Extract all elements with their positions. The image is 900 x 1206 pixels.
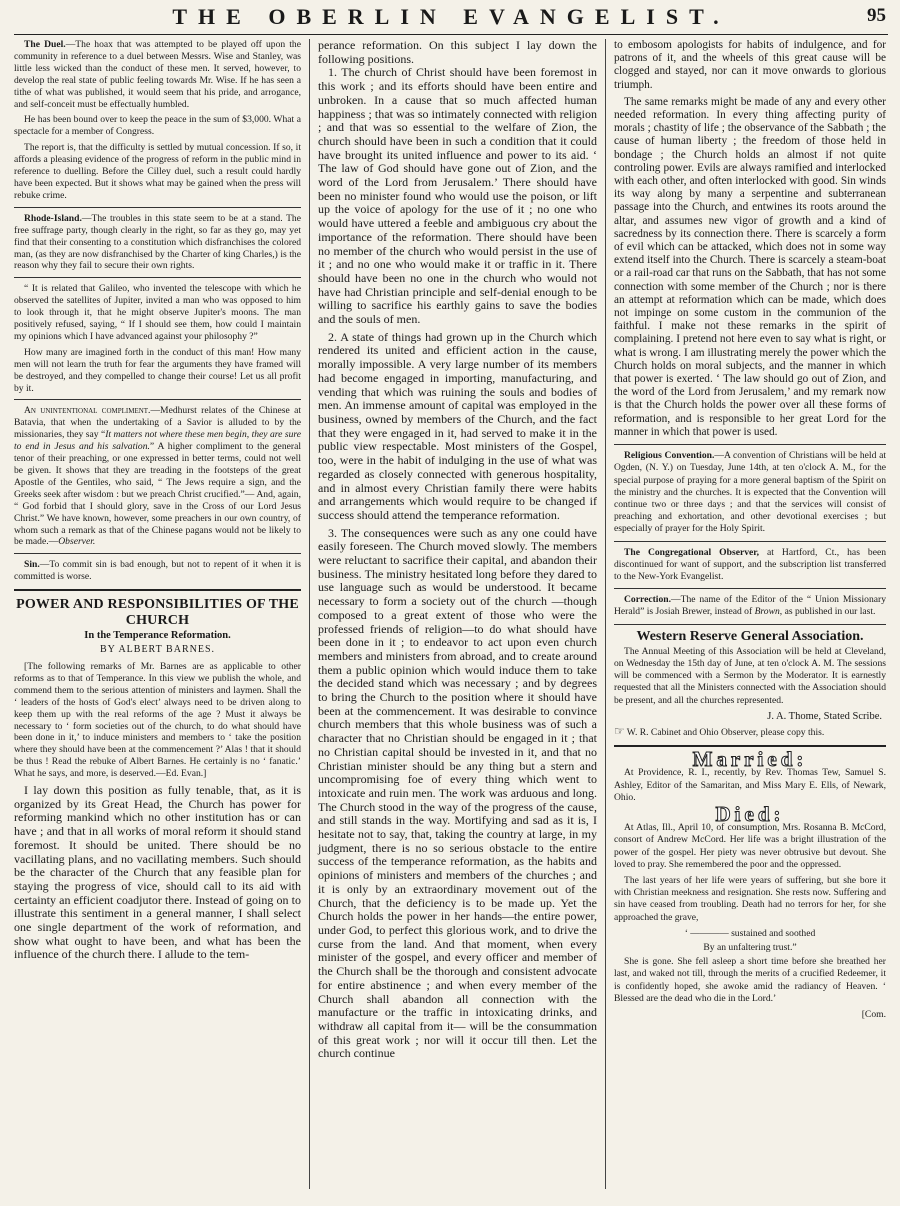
divider	[14, 553, 301, 554]
article-body-start: I lay down this position as fully tenable, that, as it is organized by its Great Head, the Church has power for reforming mankind which no other institution has or can have ; and that in all works of moral reform it should stand foremost. It should be united. There should be no vacillating plans, and no vacillating members. Such should be the character of the Church that any feasible plan for staying the progress of vice, should call to its aid with certainty an efficient coadjutor there. Instead of going on to illustrate this sentiment in a general manner, I shall select one single department of the work of reformation, and show what ought to have been, and what has been the influence of the church there. I allude to the tem-	[14, 783, 301, 962]
convention-notice	[614, 450, 886, 535]
article-closing-paragraph: The same remarks might be made of any and every other needed reformation. In every thing affecting purity of morals ; chastity of life ; the observance of the Sabbath ; the cause of human liberty ; the freedom of those held in bondage ; the Church holds an almost if not quite controling power. Evils are always ramified and interlocked with each other, and often interlocked with good. Sin winds its way along by many a serpentine and subterranean passage into the Church, and entwines its roots around the altar, and assumes new vigor of growth and a kind of sacredness by its connection there. There is scarcely a form of evil which can be attacked, which does not in some way extend itself into the Church. There is scarcely a steam-boat or a rail-road car that runs on the Sabbath, that has not some connection with some member of the Church ; nor is there an attempt at reformation which can be made, which does not impinge on some custom in the communion of the faithful. I make not these remarks in the spirit of complaining. I pretend not here even to say what is right, or what is wrong. I am illustrating merely the power which the Church holds on moral subjects, and the manner in which that power is exerted. ‘ The law should go out of Zion, and the word of the Lord from Jerusalem,’ and my remark now is that the Church holds the power over all these forms of reformation, and is responsible to her great Lord for the manner in which that power is used.	[614, 95, 886, 438]
column-2	[310, 39, 606, 1189]
correction-italic: Brown	[754, 606, 780, 618]
copy-note	[614, 725, 886, 739]
scribe-signature: J. A. Thome, Stated Scribe.	[767, 710, 882, 722]
divider	[614, 624, 886, 625]
rhode-paragraph	[14, 213, 301, 273]
observer-lead: The Congregational Observer,	[624, 546, 760, 558]
died-paragraph-1: At Atlas, Ill., April 10, of consumption, Mrs. Rosanna B. McCord, consort of Andrew McCord. Her life was a bright illustration of the power of the gospel. Her piety was never obtrusive but devout. She loved to pray. She remembered the poor and the oppressed.	[614, 822, 886, 870]
masthead	[14, 4, 888, 35]
article-intro: [The following remarks of Mr. Barnes are as applicable to other reforms as to that of Temperance. In this view we publish the whole, and commend them to the serious attention of ministers and laymen. Shall the ‘ leaders of the hosts of God's elect’ always need to be driven along to keep them up with the real reforms of the age ? Must it always be necessary to ‘ form societies out of the church, to do what should have been done in it,’ to induce ministers and members to ‘ take the position where they should have been at the commencement ?’ Alas ! that it should be thus ! Read the rebuke of Albert Barnes. He certainly is no ‘ fanatic.’ What he says, and more, is deserved.—Ed. Evan.]	[14, 660, 301, 780]
article-title: POWER AND RESPONSIBILITIES OF THE CHURCH	[16, 597, 299, 629]
galileo-paragraph-2: How many are imagined forth in the conduct of this man! How many men will not learn the truth for fear the arguments they have framed will be destroyed, and they compelled to change their course! Let us all profit by it.	[14, 346, 301, 394]
died-paragraph-3: She is gone. She fell asleep a short time before she breathed her last, and waked not till, through the merits of a crucified Redeemer, it is confidently hoped, she awoke amid the radiancy of Heaven. ‘ Blessed are the dead who die in the Lord.’	[614, 956, 886, 1004]
correction-text-b: , as published in our last.	[779, 606, 876, 618]
compliment-paragraph	[14, 405, 301, 548]
duel-paragraph-3: The report is, that the difficulty is settled by mutual concession. If so, it affords a pleasing evidence of the progress of reform in the public mind in reference to duelling. Before the Cilley duel, such a result could hardly have been expected. But it shows what may be gained when the press will rebuke crime.	[14, 142, 301, 201]
divider	[14, 277, 301, 278]
newspaper-title: THE OBERLIN EVANGELIST.	[172, 4, 730, 29]
married-heading: Married:	[692, 747, 808, 772]
column-3	[606, 39, 886, 1189]
article-byline: BY ALBERT BARNES.	[99, 644, 216, 656]
communicated-mark: [Com.	[861, 1009, 886, 1021]
rhode-text: —The troubles in this state seem to be at a stand. The free suffrage party, though clearly in the right, so far as they go, may yet find that their consenting to a constitution which disfranchises the colored man, (as they are now disfranchised by the Charter of king Charles,) is the reason why they fail to secure their own rights.	[14, 212, 301, 272]
duel-paragraph-1	[14, 39, 301, 110]
pointing-hand-icon: ☞	[614, 723, 625, 738]
observer-text: at Hartford, Ct., has been discontinued for want of support, and the subscription list transferred to the New-York Evangelist.	[614, 546, 886, 582]
compliment-text-b: ” A higher compliment to the general tenor of their preaching, or one expressed in better terms, could not well be given. It shows that they are treading in the footsteps of the great Apostle of the Gentiles, who said, “ The Jews require a sign, and the Greeks seek after wisdom : but we preach Christ crucified.”— And, again, “ God forbid that I should glory, save in the Cross of our Lord Jesus Christ.” We have known, however, some preachers in our own country, of whom such a remark as that of the Chinese pagans would not be likely to be made.—	[14, 441, 301, 548]
page-number: 95	[867, 5, 886, 26]
died-heading: Died:	[715, 801, 785, 826]
article-continuation-2: to embosom apologists for habits of indulgence, and for patrons of it, and the wheels of this great cause will be clogged and stayed, nor can it move onwards to glorious triumph.	[614, 39, 886, 91]
divider	[614, 444, 886, 445]
sin-text: —To commit sin is bad enough, but not to repent of it when it is committed is worse.	[14, 559, 301, 583]
convention-lead: Religious Convention.	[624, 450, 715, 462]
western-reserve-text: The Annual Meeting of this Association will be held at Cleveland, on Wednesday the 15th day of June, at ten o'clock A. M. The sessions will be commenced with a Sermon by the Moderator. It is earnestly requested that all the Ministers connected with the Association should be present, and all the churches represented.	[614, 645, 886, 706]
compliment-text-a: —Medhurst relates of the Chinese at Batavia, that when the undertaking of a Savior is alluded to by the missionaries, they say “	[14, 405, 301, 441]
galileo-paragraph-1: “ It is related that Galileo, who invented the telescope with which he observed the satellites of Jupiter, invited a man who was opposed to him to look through it, that he might observe Jupiter's moons. The man positively refused, saying, “ If I should see them, how could I maintain my opinions which I have advanced against your philosophy ?”	[14, 283, 301, 342]
divider	[14, 207, 301, 208]
died-quote-line-2: By an unfaltering trust.”	[703, 942, 797, 953]
compliment-lead: An unintentional compliment.	[24, 405, 151, 417]
sin-lead: Sin.	[24, 559, 40, 571]
western-reserve-heading: Western Reserve General Association.	[636, 628, 864, 644]
duel-lead: The Duel.	[24, 39, 66, 50]
copy-note-text: W. R. Cabinet and Ohio Observer, please copy this.	[626, 726, 825, 738]
duel-paragraph-2: He has been bound over to keep the peace in the sum of $3,000. What a spectacle for a member of Congress.	[14, 114, 301, 138]
article-subtitle: In the Temperance Reformation.	[84, 630, 231, 642]
correction-text-a: —The name of the Editor of the “ Union Missionary Herald” is Josiah Brewer, instead of	[614, 594, 886, 618]
sin-paragraph	[14, 559, 301, 583]
article-point-3: 3. The consequences were such as any one could have easily foreseen. The Church moved slowly. The members were reluctant to sacrifice their capital, and abandon their business. The ministry hesitated long before they dared to use language such as would be understood. It became necessary to form a society out of the church —though composed to a great extent of those who were the professed friends of religion—to do what should have been done in it ; to endeavor to act upon even church members and ministers from abroad, and to create around them a public opinion which would induce them to take the decided stand which was necessary ; and by degrees to bring the Church to the position where it should have been at the commencement. It was desirable to convince church members that this whole business was of such a character that no Christian should be engaged in it ; that no Christian capital should be invested in it, and that no Christian minister should be any thing but a stern and uncompromising foe of every thing which went to intoxicate and ruin men. The work was arduous and long. The Church stood in the way of the progress of the cause, and still stands in the way. Mortifying and sad as it is, I hesitate not to say, that, taking the country at large, in my judgment, there is no so serious obstacle to the entire success of the temperance reformation, as the habits and opinions of ministers and members of the churches ; and it is only by an extraordinary movement out of the Church, that the deficiency is to be made up. Yet the Church holds the power in her hands—the entire power, under God, to perfect this glorious work, and to drive the curse from the land. And that moment, when every minister of the gospel, and every officer and member of the Church shall be the thorough and consistent advocate for entire abstinence ; and when every member of the Church shall abandon all connection with the manufacture or the traffic in intoxicating drinks, and withdraw all capital from it— will be the consummation of this great work ; nor will it occur till then. Let the church continue	[318, 525, 597, 1061]
convention-text: —A convention of Christians will be held at Ogden, (N. Y.) on Tuesday, June 14th, at ten o'clock A. M., for the special purpose of praying for a more general baptism of the Spirit on the ministry and the churches. It is expected that the Convention will continue two or three days ; and that the services will consist of preaching and exhortation, and other devotional exercises ; but especially of prayer for the Holy Spirit.	[614, 450, 886, 535]
compliment-source: Observer.	[58, 536, 96, 548]
article-continuation: perance reformation. On this subject I lay down the following positions.	[318, 39, 597, 66]
article-point-1: 1. The church of Christ should have been foremost in this work ; and its efforts should have been entire and unbroken. In a cause that so much affected human happiness ; that was so intimately connected with religion ; and that was so essential to the welfare of Zion, the church should have been in such a condition that it could have brought its united influence and power to its aid. ‘ The law of God should have gone out of Zion, and the word of the Lord from Jerusalem.’ There should have been no minister found who would use the poison, or lift up the voice of apology for the use of it ; no one who would have uttered a feeble and ambiguous cry about the importance of the reformation. There should have been no member of the church who would persist in the use of it ; and no one who would make it or traffic in it. There should have been no one in the church who would not have had Christian principle and self-denial enough to be willing to sacrifice his earthly gains to save the bodies and the souls of men.	[318, 65, 597, 327]
observer-notice	[614, 547, 886, 584]
divider	[14, 399, 301, 400]
divider-double	[14, 589, 301, 591]
columns	[14, 39, 888, 1189]
died-paragraph-2: The last years of her life were years of suffering, but she bore it with Christian meekness and resignation. She rests now. Suffering and sin have ceased from troubling. Death had no terrors for her, for she approached the grave,	[614, 874, 886, 923]
married-text: At Providence, R. I., recently, by Rev. Thomas Tew, Samuel S. Ashley, Editor of the Samaritan, and Miss Mary E. Ells, of Newark, Ohio.	[614, 767, 886, 803]
duel-text-1: —The hoax that was attempted to be played off upon the community in reference to a duel between Messrs. Wise and Stanley, was little less wicked than the conduct of these men. It served, however, to develop the real state of public feeling towards Mr. Wise. If he has seen a tithe of what was published, it would seem that his pride, and arrogance, and self-conceit must be effectually humbled.	[14, 39, 301, 110]
compliment-italic: It matters not where these men begin, they are sure to end in Jesus and his salvation.	[14, 429, 301, 453]
divider	[614, 588, 886, 589]
correction-lead: Correction.	[624, 594, 671, 606]
correction-notice	[614, 594, 886, 618]
died-quote-line-1: ‘ ———— sustained and soothed	[684, 927, 816, 939]
rhode-lead: Rhode-Island.	[24, 212, 82, 224]
divider	[614, 541, 886, 542]
article-point-2: 2. A state of things had grown up in the Church which rendered its united and efficient action in the cause, morally impossible. A very large number of its members had become engaged in importing, manufacturing, and vending that which was ruining the souls and bodies of men. An immense amount of capital was employed in the business, owned by members of the Church, and the fact that they were engaged in it, had served to make it in the public view respectable. Most ministers of the Gospel, too, were in the habit of indulging in the use of what was regarded as closely connected with generous hospitality, and in almost every Christian family there were habits and arrangements which would require to be changed if success should attend the temperance reformation.	[318, 329, 597, 522]
column-1	[14, 39, 310, 1189]
